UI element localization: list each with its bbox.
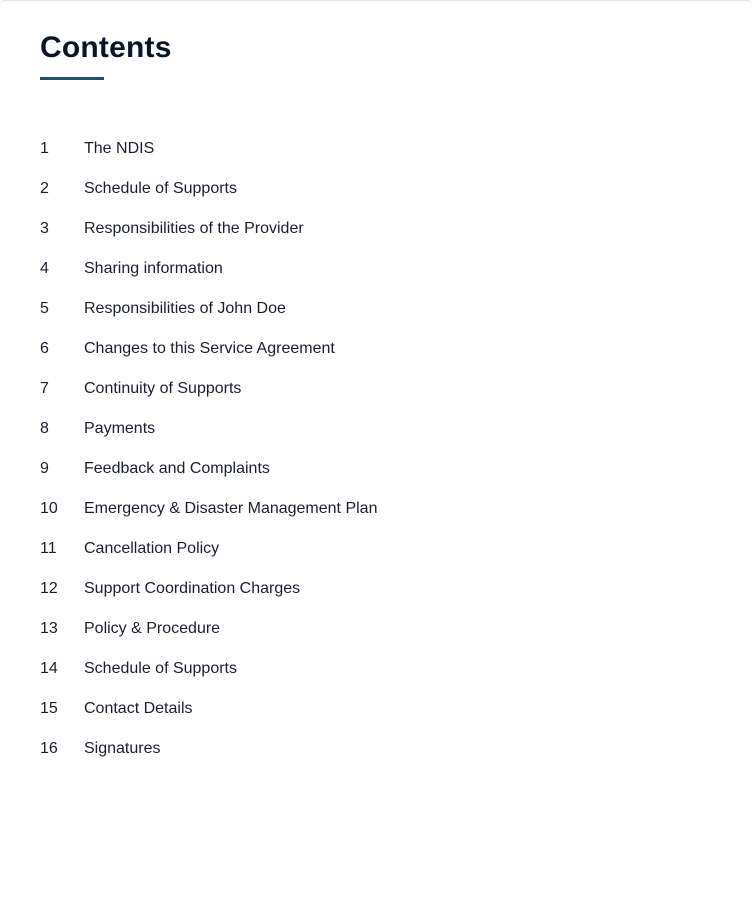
toc-item-number: 16 bbox=[40, 740, 58, 757]
toc-item-label: Sharing information bbox=[84, 260, 223, 277]
toc-item-number: 11 bbox=[40, 540, 57, 557]
toc-item-number: 13 bbox=[40, 620, 58, 637]
toc-item[interactable] bbox=[40, 369, 377, 409]
toc-item-label: Continuity of Supports bbox=[84, 380, 242, 397]
toc-item-number: 2 bbox=[40, 180, 49, 197]
toc-item-label: Responsibilities of John Doe bbox=[84, 300, 286, 317]
toc-list bbox=[40, 129, 377, 769]
toc-item-label: Emergency & Disaster Management Plan bbox=[84, 500, 378, 517]
toc-item[interactable] bbox=[40, 409, 377, 449]
toc-item-label: Changes to this Service Agreement bbox=[84, 340, 335, 357]
toc-item-label: Policy & Procedure bbox=[84, 620, 221, 637]
title-underline bbox=[40, 77, 104, 80]
toc-item-number: 8 bbox=[40, 420, 49, 437]
toc-item-label: The NDIS bbox=[84, 140, 155, 157]
page-title: Contents bbox=[40, 31, 172, 64]
toc-item-number: 9 bbox=[40, 460, 49, 477]
toc-item[interactable] bbox=[40, 249, 377, 289]
toc-item-label: Contact Details bbox=[84, 700, 193, 717]
toc-item-label: Signatures bbox=[84, 740, 161, 757]
toc-item-number: 4 bbox=[40, 260, 49, 277]
toc-item[interactable] bbox=[40, 289, 377, 329]
toc-item-label: Cancellation Policy bbox=[84, 540, 220, 557]
toc-item[interactable] bbox=[40, 329, 377, 369]
toc-item[interactable] bbox=[40, 689, 377, 729]
toc-item[interactable] bbox=[40, 449, 377, 489]
toc-item-number: 15 bbox=[40, 700, 58, 717]
toc-item-number: 12 bbox=[40, 580, 58, 597]
toc-item-number: 3 bbox=[40, 220, 49, 237]
toc-item-label: Feedback and Complaints bbox=[84, 460, 270, 477]
toc-item-label: Payments bbox=[84, 420, 156, 437]
toc-item[interactable] bbox=[40, 529, 377, 569]
toc-item-number: 10 bbox=[40, 500, 58, 517]
toc-item[interactable] bbox=[40, 169, 377, 209]
toc-item[interactable] bbox=[40, 649, 377, 689]
toc-item-number: 14 bbox=[40, 660, 58, 677]
toc-item[interactable] bbox=[40, 609, 377, 649]
toc-item[interactable] bbox=[40, 489, 377, 529]
toc-item-number: 1 bbox=[40, 140, 49, 157]
toc-item[interactable] bbox=[40, 729, 377, 769]
toc-item-number: 6 bbox=[40, 340, 49, 357]
toc-item-number: 5 bbox=[40, 300, 49, 317]
toc-item[interactable] bbox=[40, 129, 377, 169]
toc-item[interactable] bbox=[40, 569, 377, 609]
toc-item-number: 7 bbox=[40, 380, 49, 397]
toc-item-label: Support Coordination Charges bbox=[84, 580, 301, 597]
toc-item-label: Schedule of Supports bbox=[84, 180, 237, 197]
toc-item[interactable] bbox=[40, 209, 377, 249]
toc-item-label: Schedule of Supports bbox=[84, 660, 237, 677]
toc-item-label: Responsibilities of the Provider bbox=[84, 220, 304, 237]
